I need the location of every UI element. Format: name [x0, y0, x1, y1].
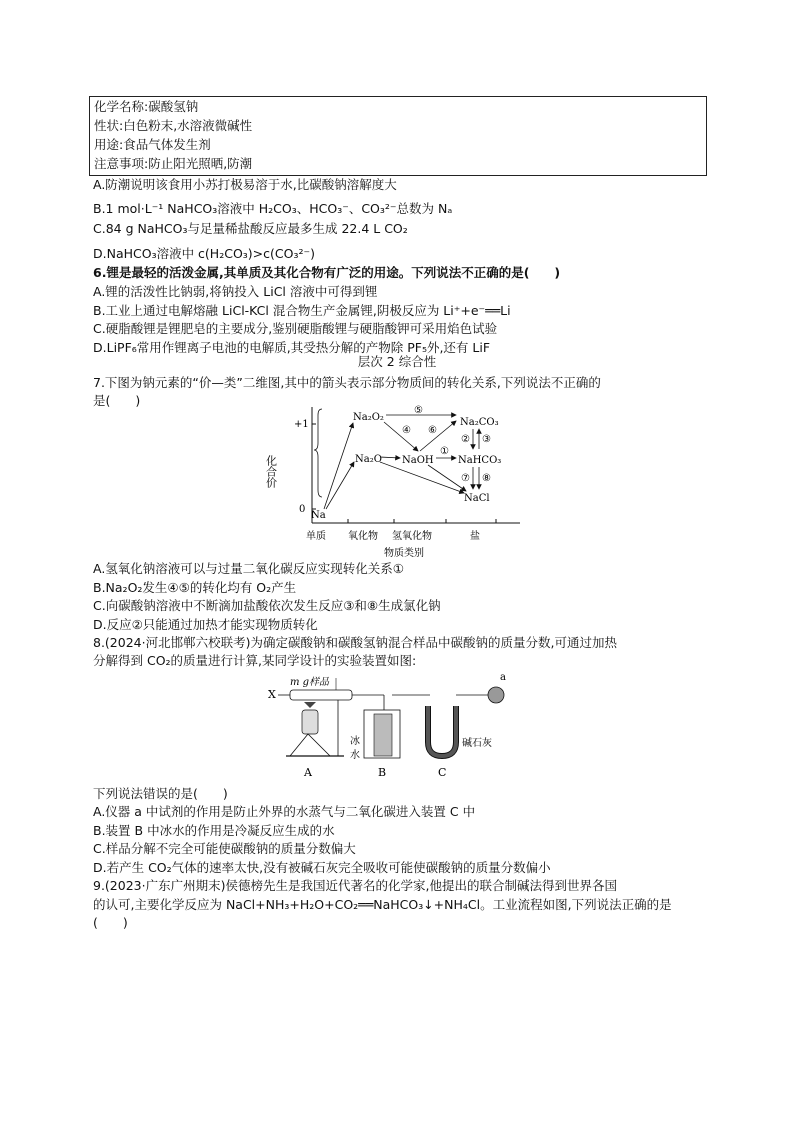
q8-stem: 8.(2024·河北邯郸六校联考)为确定碳酸钠和碳酸氢钠混合样品中碳酸钠的质量分数,可通过加热 [93, 635, 617, 650]
y-axis-label: 化合价 [264, 455, 278, 488]
arrow-label-5: ⑤ [414, 405, 423, 416]
label-row: 用途:食品气体发生剂 [94, 137, 211, 152]
arrow-label-2: ② [461, 434, 470, 445]
q6-option-c: C.硬脂酸锂是锂肥皂的主要成分,鉴别硬脂酸锂与硬脂酸钾可采用焰色试验 [93, 321, 498, 336]
q6-option-b: B.工业上通过电解熔融 LiCl-KCl 混合物生产金属锂,阴极反应为 Li⁺+e⁻══Li [93, 303, 511, 318]
label-row: 性状:白色粉末,水溶液微碱性 [94, 118, 253, 133]
q6-option-a: A.锂的活泼性比钠弱,将钠投入 LiCl 溶液中可得到锂 [93, 284, 378, 299]
q9-stem-end: ( ) [93, 915, 128, 930]
alcohol-lamp [302, 710, 318, 734]
unit-label-a: A [304, 766, 312, 779]
experiment-apparatus [264, 668, 524, 786]
y-tick-zero: 0 [299, 504, 306, 515]
y-tick-plus1: +1 [294, 419, 309, 430]
brace [314, 409, 322, 497]
arrow-label-8: ⑧ [482, 473, 491, 484]
q9-stem-cont: 的认可,主要化学反应为 NaCl+NH₃+H₂O+CO₂══NaHCO₃↓+NH₄Cl。工业流程如图,下列说法正确的是 [93, 897, 672, 912]
species-nacl: NaCl [464, 493, 490, 504]
x-axis-label: 物质类别 [384, 548, 424, 559]
gas-x-label: X [268, 688, 276, 701]
q7-option-c: C.向碳酸钠溶液中不断滴加盐酸依次发生反应③和⑧生成氯化钠 [93, 598, 441, 613]
reaction-tube [290, 690, 352, 700]
label-row: 化学名称:碳酸氢钠 [94, 99, 199, 114]
q8-option-c: C.样品分解不完全可能使碳酸钠的质量分数偏大 [93, 841, 356, 856]
drying-tube-a [488, 687, 504, 703]
arrow-label-1: ① [440, 446, 449, 457]
x-category-oxide: 氧化物 [348, 531, 378, 542]
species-na2o2: Na₂O₂ [353, 412, 384, 423]
x-category-hydroxide: 氢氧化物 [392, 531, 432, 542]
cold-trap-tube [374, 714, 392, 756]
q7-stem-cont: 是( ) [93, 393, 141, 408]
q5-option-a: A.防潮说明该食用小苏打极易溶于水,比碳酸钠溶解度大 [93, 177, 397, 192]
q6-option-d: D.LiPF₆常用作锂离子电池的电解质,其受热分解的产物除 PF₅外,还有 LiF [93, 340, 491, 355]
water-label: 水 [350, 750, 360, 761]
species-nahco3: NaHCO₃ [458, 455, 502, 466]
valence-class-diagram [264, 405, 528, 560]
q9-stem: 9.(2023·广东广州期末)侯德榜先生是我国近代著名的化学家,他提出的联合制碱法得到世界各国 [93, 878, 617, 893]
arrow-label-7: ⑦ [461, 473, 470, 484]
arrow-label-3: ③ [482, 434, 491, 445]
q8-option-d: D.若产生 CO₂气体的速率太快,没有被碱石灰完全吸收可能使碳酸钠的质量分数偏小 [93, 860, 551, 875]
unit-label-b: B [378, 766, 387, 779]
ice-label: 冰 [350, 736, 360, 747]
q7-option-a: A.氢氧化钠溶液可以与过量二氧化碳反应实现转化关系① [93, 561, 405, 576]
q7-option-d: D.反应②只能通过加热才能实现物质转化 [93, 617, 318, 632]
q8-option-b: B.装置 B 中冰水的作用是冷凝反应生成的水 [93, 823, 335, 838]
section-title: 层次 2 综合性 [357, 354, 437, 369]
q6-stem: 6.锂是最轻的活泼金属,其单质及其化合物有广泛的用途。下列说法不正确的是( ) [93, 265, 561, 280]
q8-stem-cont: 分解得到 CO₂的质量进行计算,某同学设计的实验装置如图: [93, 653, 417, 668]
u-tube [428, 706, 456, 756]
product-label-box [89, 96, 707, 176]
q8-option-a: A.仪器 a 中试剂的作用是防止外界的水蒸气与二氧化碳进入装置 C 中 [93, 804, 476, 819]
x-category-element: 单质 [306, 531, 326, 542]
label-row: 注意事项:防止阳光照晒,防潮 [94, 156, 253, 171]
soda-lime-label: 碱石灰 [462, 738, 492, 749]
q7-stem: 7.下图为钠元素的“价—类”二维图,其中的箭头表示部分物质间的转化关系,下列说法不正确的 [93, 375, 601, 390]
instrument-a-label: a [500, 672, 506, 683]
q5-option-d: D.NaHCO₃溶液中 c(H₂CO₃)>c(CO₃²⁻) [93, 246, 315, 261]
q8-ask: 下列说法错误的是( ) [93, 786, 228, 801]
x-category-salt: 盐 [470, 531, 480, 542]
species-na2o: Na₂O [355, 454, 382, 465]
species-na2co3: Na₂CO₃ [460, 417, 499, 428]
arrow-label-6: ⑥ [428, 425, 437, 436]
sample-label: m g样品 [290, 677, 330, 688]
q5-option-c: C.84 g NaHCO₃与足量稀盐酸反应最多生成 22.4 L CO₂ [93, 221, 408, 236]
species-na: Na [311, 510, 326, 521]
arrow-label-4: ④ [402, 425, 411, 436]
q7-option-b: B.Na₂O₂发生④⑤的转化均有 O₂产生 [93, 580, 297, 595]
unit-label-c: C [438, 766, 447, 779]
species-naoh: NaOH [402, 455, 434, 466]
q5-option-b: B.1 mol·L⁻¹ NaHCO₃溶液中 H₂CO₃、HCO₃⁻、CO₃²⁻总数为 Nₐ [93, 201, 453, 216]
